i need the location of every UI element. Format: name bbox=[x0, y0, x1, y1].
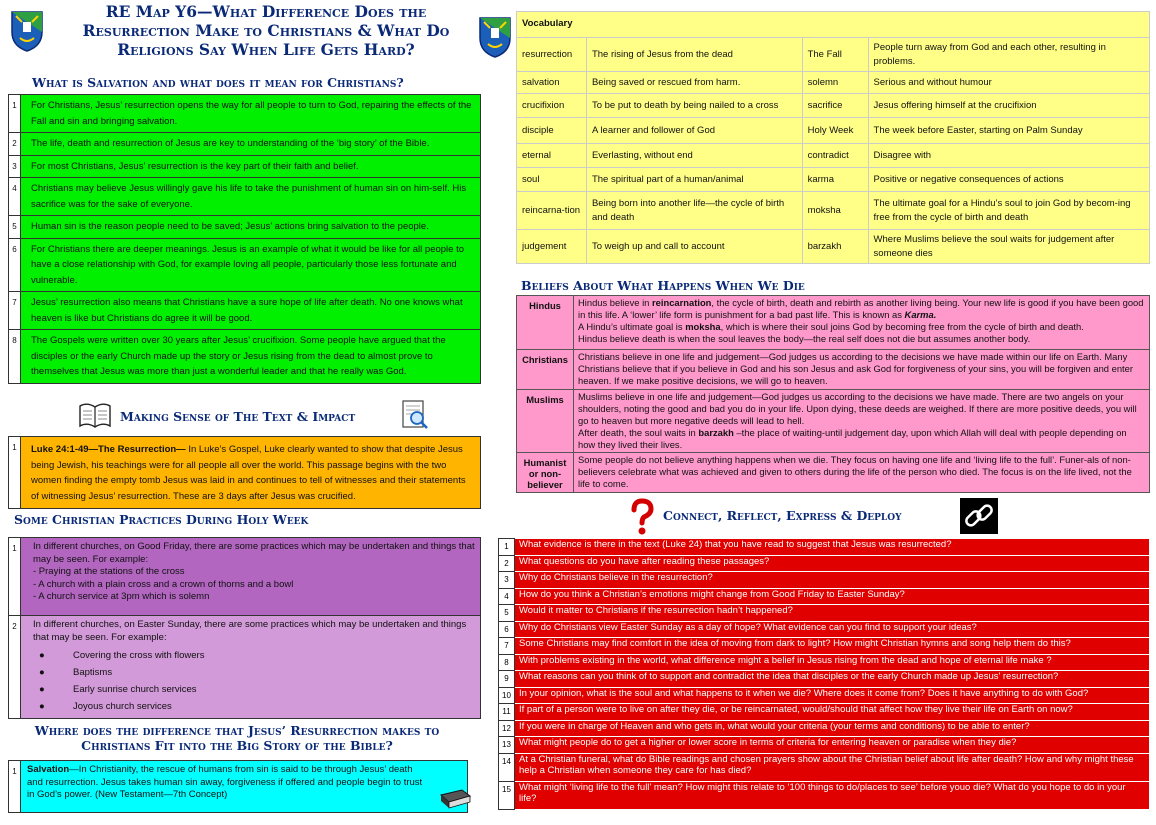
good-friday-practice: - Praying at the stations of the cross bbox=[33, 566, 185, 577]
question-row bbox=[499, 638, 1150, 655]
salvation-definition: —In Christianity, the rescue of humans from sin is said to be through Jesus’ death and resurrection. Jesus takes human sin away, forgiveness if offered and people begin to trust in God’s power. (New Testament—7th Concept) bbox=[27, 764, 423, 800]
row-number: 2 bbox=[9, 133, 21, 156]
question-text: Why do Christians believe in the resurrection? bbox=[515, 572, 1150, 589]
school-crest-icon bbox=[478, 14, 512, 58]
question-row bbox=[499, 539, 1150, 556]
vocab-definition: A learner and follower of God bbox=[586, 118, 802, 144]
easter-sunday-practice: ● Joyous church services bbox=[33, 698, 476, 715]
salvation-row bbox=[9, 133, 481, 156]
faith-label-hindus: Hindus bbox=[517, 296, 574, 350]
salvation-point: For Christians there are deeper meanings. Jesus is an example of what it would be like for all people to have a close relationship with God, for example loving all people, particularly those less fortunate and vulnerable. bbox=[21, 238, 481, 292]
question-row bbox=[499, 737, 1150, 754]
question-text: How do you think a Christian’s emotions might change from Good Friday to Easter Sunday? bbox=[515, 588, 1150, 605]
question-number: 9 bbox=[499, 671, 515, 688]
row-number: 1 bbox=[9, 761, 21, 813]
passage-summary: In Luke’s Gospel, Luke clearly wanted to show that despite Jesus being Jewish, his teachings were for all people all over the world. This passage begins with the two women finding the empty tomb Jesus was laid in and continues to tell of witnesses and their statements of witnessing Jesus’ resurrection. These are 3 days after Jesus was crucified. bbox=[31, 444, 466, 502]
question-number: 8 bbox=[499, 654, 515, 671]
vocab-definition: Disagree with bbox=[868, 144, 1149, 168]
bullet-icon: ● bbox=[39, 684, 45, 695]
chain-link-icon bbox=[960, 498, 998, 534]
muslims-belief: Muslims believe in one life and judgement—God judges us according to the decisions we have made. There are two angels on your shoulders, noting the good and bad you do in your life. Upon dying, these deeds are weighed. If there are more positive deeds, you will go to heaven but more negative deeds will lead to hell. After death, the soul waits in barzakh –the place of waiting-until judgement day, upon which Allah will deal with people depending on how they lived their lives. bbox=[574, 390, 1150, 453]
question-row bbox=[499, 588, 1150, 605]
practices-table bbox=[8, 537, 481, 719]
passage-reference: Luke 24:1-49—The Resurrection— bbox=[31, 444, 186, 455]
question-text: What evidence is there in the text (Luke 24) that you have read to suggest that Jesus was resurrected? bbox=[515, 539, 1150, 556]
salvation-row bbox=[9, 292, 481, 330]
question-row bbox=[499, 654, 1150, 671]
row-number: 5 bbox=[9, 216, 21, 239]
vocabulary-table bbox=[516, 11, 1150, 264]
salvation-row bbox=[9, 238, 481, 292]
page-title: RE Map Y6—What Difference Does the Resurrection Make to Christians & What Do Religions Say When Life Gets Hard? bbox=[82, 2, 450, 59]
vocab-definition: The week before Easter, starting on Palm Sunday bbox=[868, 118, 1149, 144]
school-crest-icon bbox=[10, 8, 44, 52]
vocab-term: moksha bbox=[802, 192, 868, 230]
question-mark-icon bbox=[628, 498, 656, 536]
row-number: 1 bbox=[9, 538, 21, 616]
vocab-definition: Positive or negative consequences of actions bbox=[868, 168, 1149, 192]
salvation-point: Jesus’ resurrection also means that Christians have a sure hope of life after death. No one knows what heaven is like but Christians do agree it will be good. bbox=[21, 292, 481, 330]
question-text: Why do Christians view Easter Sunday as a day of hope? What evidence can you find to support your ideas? bbox=[515, 621, 1150, 638]
question-text: Some Christians may find comfort in the idea of moving from dark to light? How might Christian hymns and song help them do this? bbox=[515, 638, 1150, 655]
question-number: 15 bbox=[499, 781, 515, 809]
vocabulary-row bbox=[517, 118, 1150, 144]
good-friday-intro: In different churches, on Good Friday, there are some practices which may be undertaken and things that may be seen. For example: bbox=[33, 541, 475, 565]
question-text: What reasons can you think of to support and contradict the idea that disciples or the early Church made up Jesus’ resurrection? bbox=[515, 671, 1150, 688]
question-text: What might ‘living life to the full’ mean? How might this relate to ‘100 things to do/places to see’ before youo die? What do you hope to do in your life? bbox=[515, 781, 1150, 809]
row-number: 8 bbox=[9, 330, 21, 384]
bullet-icon: ● bbox=[39, 650, 45, 661]
salvation-point: Human sin is the reason people need to be saved; Jesus’ actions bring salvation to the people. bbox=[21, 216, 481, 239]
big-story-heading: Where does the difference that Jesus’ Resurrection makes to Christians Fit into the Big Story of the Bible? bbox=[34, 723, 440, 753]
question-number: 1 bbox=[499, 539, 515, 556]
vocabulary-row bbox=[517, 144, 1150, 168]
row-number: 2 bbox=[9, 616, 21, 719]
vocab-term: resurrection bbox=[517, 38, 587, 72]
vocab-definition: The ultimate goal for a Hindu’s soul to join God by becom-ing free from the cycle of birth and death bbox=[868, 192, 1149, 230]
question-row bbox=[499, 687, 1150, 704]
practices-heading: Some Christian Practices During Holy Week bbox=[14, 512, 309, 527]
row-number: 7 bbox=[9, 292, 21, 330]
question-row bbox=[499, 720, 1150, 737]
question-row bbox=[499, 753, 1150, 781]
question-text: With problems existing in the world, what difference might a belief in Jesus rising from the dead and hope of eternal life make ? bbox=[515, 654, 1150, 671]
vocabulary-row bbox=[517, 192, 1150, 230]
vocab-term: judgement bbox=[517, 230, 587, 264]
question-number: 4 bbox=[499, 588, 515, 605]
question-number: 7 bbox=[499, 638, 515, 655]
christians-belief: Christians believe in one life and judgement—God judges us according to the decisions we have made within our life on Earth. Many Christians believe that if you believe in God and his son Jesus and ask God for forgiveness of your sins, you will be forgiven and enter heaven. If we make positive decisions, we will go to heaven. bbox=[574, 350, 1150, 390]
question-number: 3 bbox=[499, 572, 515, 589]
vocab-definition: The spiritual part of a human/animal bbox=[586, 168, 802, 192]
vocab-term: eternal bbox=[517, 144, 587, 168]
making-sense-table bbox=[8, 436, 481, 509]
question-number: 13 bbox=[499, 737, 515, 754]
good-friday-practice: - A church service at 3pm which is solemn bbox=[33, 591, 210, 602]
vocab-term: The Fall bbox=[802, 38, 868, 72]
vocab-term: salvation bbox=[517, 72, 587, 94]
connect-heading: Connect, Reflect, Express & Deploy bbox=[663, 508, 902, 523]
vocabulary-row bbox=[517, 230, 1150, 264]
question-row bbox=[499, 704, 1150, 721]
bible-icon bbox=[438, 787, 472, 811]
salvation-point: For Christians, Jesus’ resurrection opens the way for all people to turn to God, repairing the effects of the Fall and sin and bringing salvation. bbox=[21, 95, 481, 133]
question-number: 14 bbox=[499, 753, 515, 781]
question-number: 5 bbox=[499, 605, 515, 622]
vocab-term: crucifixion bbox=[517, 94, 587, 118]
question-text: What might people do to get a higher or lower score in terms of criteria for entering heaven or paradise when they die? bbox=[515, 737, 1150, 754]
vocab-definition: Jesus offering himself at the crucifixion bbox=[868, 94, 1149, 118]
vocab-term: soul bbox=[517, 168, 587, 192]
question-number: 2 bbox=[499, 555, 515, 572]
beliefs-heading: Beliefs About What Happens When We Die bbox=[521, 278, 805, 293]
question-text: If you were in charge of Heaven and who gets in, what would your criteria (your terms and conditions) to be able to enter? bbox=[515, 720, 1150, 737]
making-sense-heading: Making Sense of The Text & Impact bbox=[120, 409, 356, 424]
question-number: 11 bbox=[499, 704, 515, 721]
salvation-row bbox=[9, 330, 481, 384]
vocab-definition: Serious and without humour bbox=[868, 72, 1149, 94]
row-number: 1 bbox=[9, 95, 21, 133]
easter-sunday-intro: In different churches, on Easter Sunday, there are some practices which may be undertaken and things that may be seen. For example: bbox=[33, 619, 467, 643]
salvation-row bbox=[9, 95, 481, 133]
vocabulary-row bbox=[517, 38, 1150, 72]
question-row bbox=[499, 781, 1150, 809]
faith-label-christians: Christians bbox=[517, 350, 574, 390]
vocabulary-row bbox=[517, 94, 1150, 118]
salvation-term: Salvation bbox=[27, 764, 70, 775]
easter-sunday-practice: ● Early sunrise church services bbox=[33, 681, 476, 698]
row-number: 4 bbox=[9, 178, 21, 216]
vocab-term: karma bbox=[802, 168, 868, 192]
hindus-belief: Hindus believe in reincarnation, the cycle of birth, death and rebirth as another living being. Your new life is good if you have been good in this life. A ‘lower’ life form is punishment for a bad past life. This is known as Karma. A Hindu’s ultimate goal is moksha, which is where their soul joins God by becoming free from the cycle of birth and death. Hindus believe death is when the soul leaves the body—the real self does not die but assumes another body. bbox=[574, 296, 1150, 350]
vocab-term: barzakh bbox=[802, 230, 868, 264]
question-text: If part of a person were to live on after they die, or be reincarnated, would/should that affect how they live their life on Earth on now? bbox=[515, 704, 1150, 721]
vocab-term: contradict bbox=[802, 144, 868, 168]
question-row bbox=[499, 605, 1150, 622]
salvation-table bbox=[8, 94, 481, 384]
question-row bbox=[499, 555, 1150, 572]
question-text: What questions do you have after reading these passages? bbox=[515, 555, 1150, 572]
salvation-point: For most Christians, Jesus’ resurrection is the key part of their faith and belief. bbox=[21, 155, 481, 178]
questions-table bbox=[498, 538, 1150, 810]
vocab-term: disciple bbox=[517, 118, 587, 144]
good-friday-practice: - A church with a plain cross and a crown of thorns and a bowl bbox=[33, 578, 294, 590]
big-story-table bbox=[8, 760, 468, 813]
faith-label-humanist: Humanist or non-believer bbox=[517, 453, 574, 493]
salvation-point: The life, death and resurrection of Jesus are key to understanding of the ‘big story’ of the Bible. bbox=[21, 133, 481, 156]
vocab-term: sacrifice bbox=[802, 94, 868, 118]
vocab-definition: People turn away from God and each other, resulting in problems. bbox=[868, 38, 1149, 72]
vocab-definition: To weigh up and call to account bbox=[586, 230, 802, 264]
question-row bbox=[499, 621, 1150, 638]
open-book-icon bbox=[78, 400, 112, 430]
salvation-row bbox=[9, 216, 481, 239]
vocab-term: reincarna-tion bbox=[517, 192, 587, 230]
question-number: 6 bbox=[499, 621, 515, 638]
vocab-definition: Where Muslims believe the soul waits for judgement after someone dies bbox=[868, 230, 1149, 264]
question-row bbox=[499, 671, 1150, 688]
easter-sunday-practice: ● Covering the cross with flowers bbox=[33, 647, 476, 664]
vocab-definition: Being saved or rescued from harm. bbox=[586, 72, 802, 94]
vocab-term: Holy Week bbox=[802, 118, 868, 144]
question-number: 12 bbox=[499, 720, 515, 737]
easter-sunday-practice: ● Baptisms bbox=[33, 664, 476, 681]
salvation-row bbox=[9, 155, 481, 178]
salvation-point: Christians may believe Jesus willingly gave his life to take the punishment of human sin on him-self. His sacrifice was for the sake of everyone. bbox=[21, 178, 481, 216]
humanist-belief: Some people do not believe anything happens when we die. They focus on having one life and ‘living life to the full’. Funer-als of non-believers celebrate what was achieved and given to others during the life of the person who died. The focus is on the life lived, not the life to come. bbox=[574, 453, 1150, 493]
question-number: 10 bbox=[499, 687, 515, 704]
question-text: Would it matter to Christians if the resurrection hadn’t happened? bbox=[515, 605, 1150, 622]
row-number: 3 bbox=[9, 155, 21, 178]
vocab-term: solemn bbox=[802, 72, 868, 94]
magnifying-document-icon bbox=[400, 399, 430, 431]
question-row bbox=[499, 572, 1150, 589]
beliefs-table bbox=[516, 295, 1150, 493]
question-text: In your opinion, what is the soul and what happens to it when we die? Where does it come from? Does it have anything to do with God? bbox=[515, 687, 1150, 704]
vocab-definition: Everlasting, without end bbox=[586, 144, 802, 168]
vocabulary-heading: Vocabulary bbox=[517, 12, 1150, 38]
vocab-definition: Being born into another life—the cycle of birth and death bbox=[586, 192, 802, 230]
vocab-definition: The rising of Jesus from the dead bbox=[586, 38, 802, 72]
vocabulary-row bbox=[517, 168, 1150, 192]
salvation-row bbox=[9, 178, 481, 216]
question-text: At a Christian funeral, what do Bible readings and chosen prayers show about the Christian belief about life after death? How and why might these help a Christian when someone they care for has died? bbox=[515, 753, 1150, 781]
salvation-point: The Gospels were written over 30 years after Jesus’ crucifixion. Some people have argued that the disciples or the early Church made up the story or Jesus rising from the dead to almost prove to themselves that Jesus was more than just a wonderful leader and that he really was God. bbox=[21, 330, 481, 384]
faith-label-muslims: Muslims bbox=[517, 390, 574, 453]
row-number: 6 bbox=[9, 238, 21, 292]
row-number: 1 bbox=[9, 437, 21, 509]
bullet-icon: ● bbox=[39, 701, 45, 712]
bullet-icon: ● bbox=[39, 667, 45, 678]
vocab-definition: To be put to death by being nailed to a cross bbox=[586, 94, 802, 118]
salvation-heading: What is Salvation and what does it mean for Christians? bbox=[32, 75, 404, 90]
vocabulary-row bbox=[517, 72, 1150, 94]
